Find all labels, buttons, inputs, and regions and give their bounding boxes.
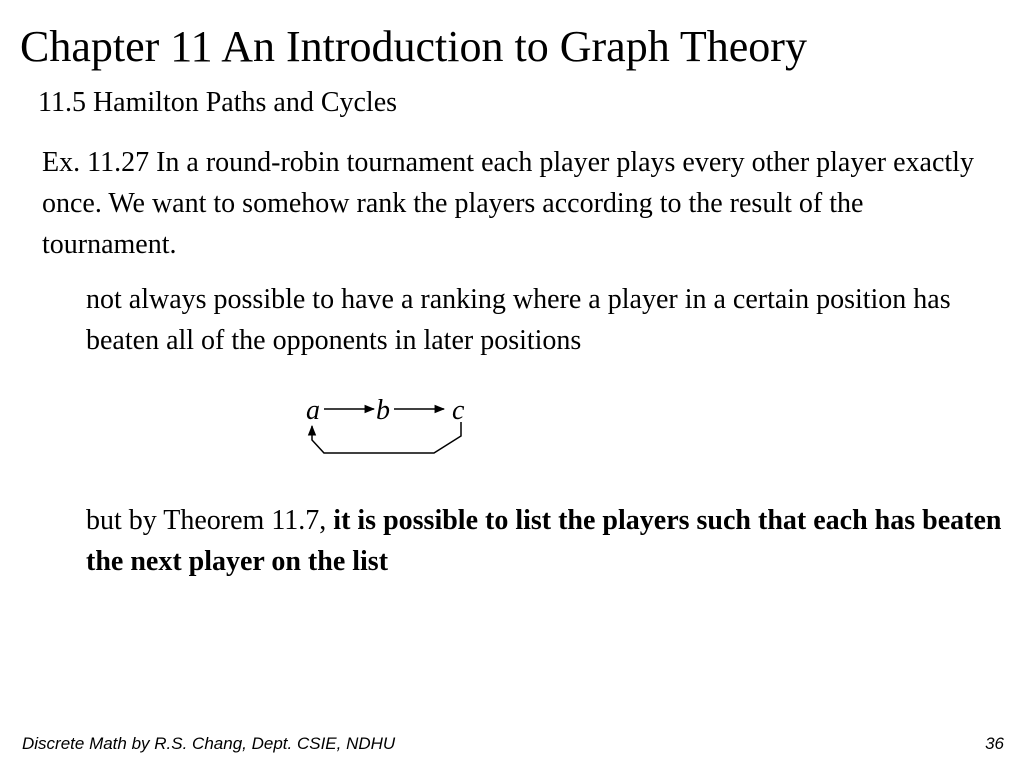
note-paragraph: not always possible to have a ranking where a player in a certain position has beaten all of the opponents in later positions [86,284,951,356]
page-number: 36 [985,734,1004,753]
graph-node-a: a [306,395,320,426]
conclusion-bold: it is possible to list the players such that each has beaten the next player on the list [86,505,1002,577]
section-title: 11.5 Hamilton Paths and Cycles [38,87,398,118]
graph-node-c: c [452,395,465,426]
conclusion-paragraph [86,500,1006,582]
slide-title: Chapter 11 An Introduction to Graph Theory [20,22,807,71]
footer-credit: Discrete Math by R.S. Chang, Dept. CSIE, NDHU [22,734,396,753]
example-paragraph: Ex. 11.27 In a round-robin tournament each player plays every other player exactly once. We want to somehow rank the players according to the result of the tournament. [42,147,974,260]
conclusion-prefix: but by Theorem 11.7, [86,505,334,536]
graph-node-b: b [376,395,390,426]
graph-edge-c-a [312,422,461,453]
tournament-graph [290,388,490,468]
